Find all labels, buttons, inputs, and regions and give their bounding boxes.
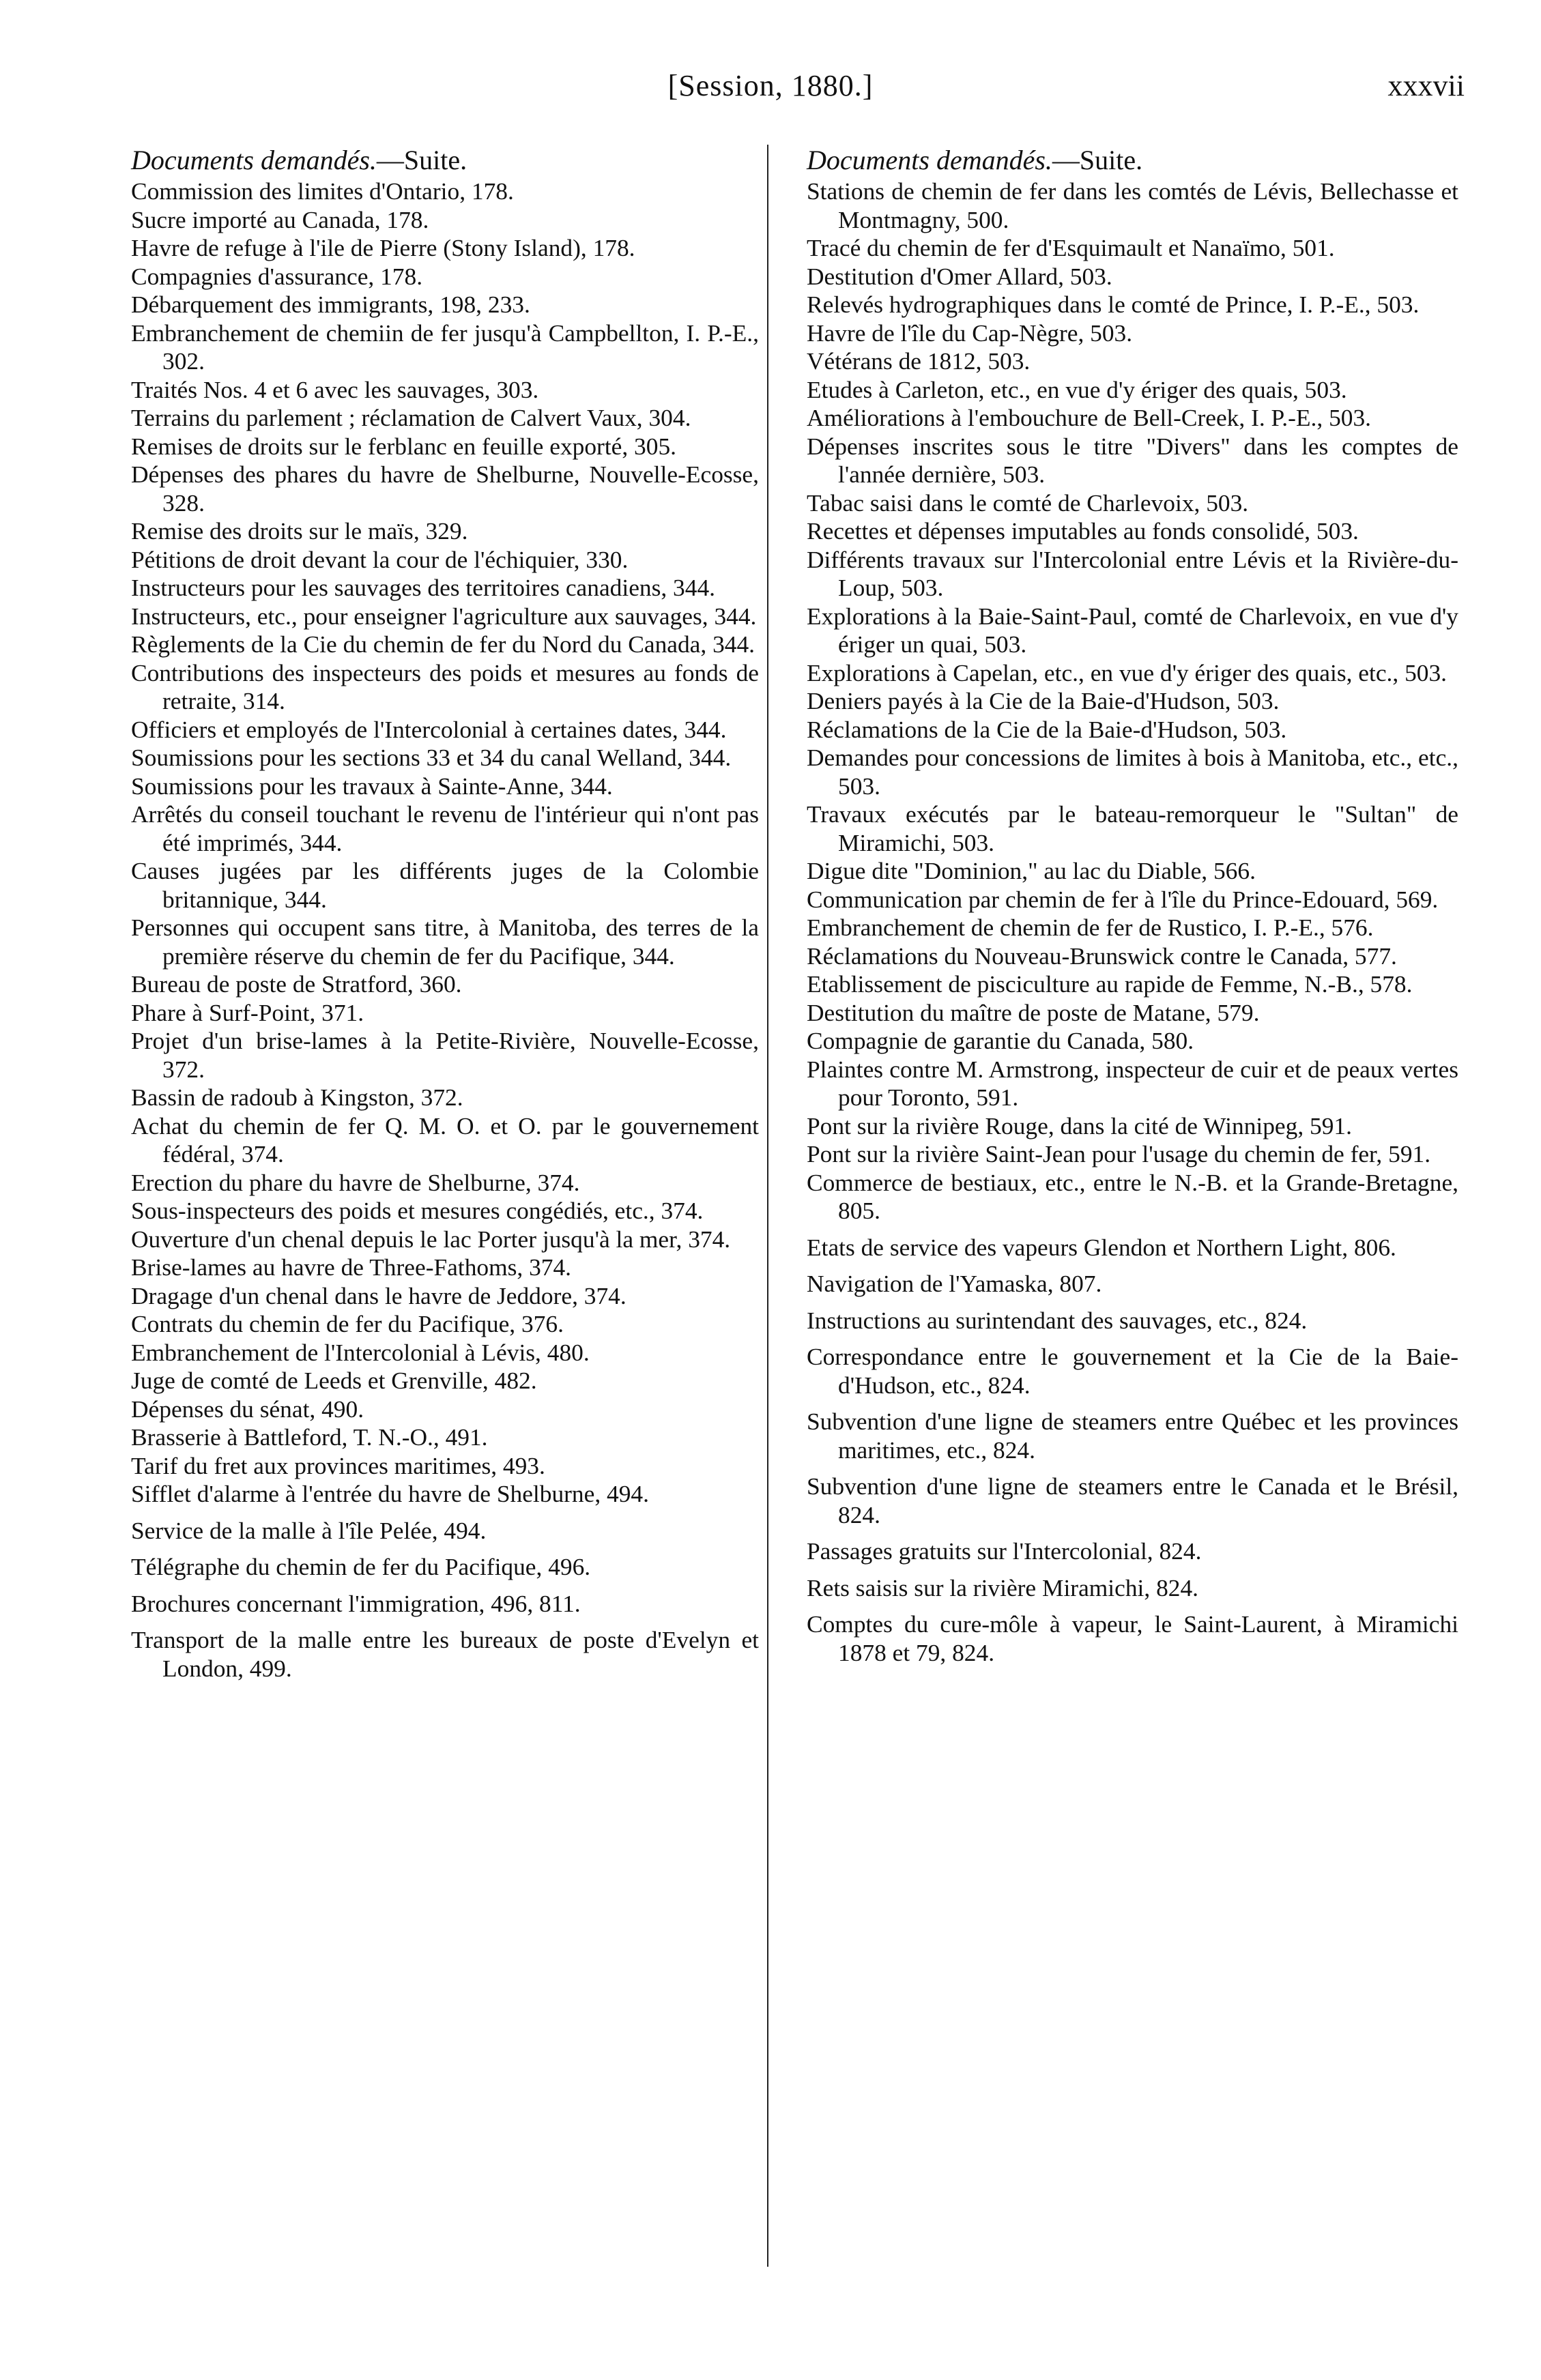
index-entry: Contributions des inspecteurs des poids et mesures au fonds de retraite, 314. bbox=[131, 658, 759, 714]
index-entry: Plaintes contre M. Armstrong, inspecteur de cuir et de peaux vertes pour Toronto, 591. bbox=[807, 1055, 1458, 1111]
index-entry: Brochures concernant l'immigration, 496, 811. bbox=[131, 1589, 581, 1617]
index-entry: Bassin de radoub à Kingston, 372. bbox=[131, 1084, 463, 1111]
index-entry: Réclamations de la Cie de la Baie-d'Hudson, 503. bbox=[807, 715, 1287, 743]
index-entry: Erection du phare du havre de Shelburne, 374. bbox=[131, 1168, 580, 1196]
index-entry: Tabac saisi dans le comté de Charlevoix, 503. bbox=[807, 489, 1249, 517]
right-column-title-text: Documents demandés. bbox=[807, 145, 1052, 175]
index-entry: Télégraphe du chemin de fer du Pacifique, 496. bbox=[131, 1553, 591, 1580]
index-entry: Pétitions de droit devant la cour de l'échiquier, 330. bbox=[131, 545, 629, 573]
index-entry: Tarif du fret aux provinces maritimes, 493. bbox=[131, 1451, 545, 1479]
index-entry: Transport de la malle entre les bureaux de poste d'Evelyn et London, 499. bbox=[131, 1626, 759, 1682]
index-entry: Digue dite "Dominion," au lac du Diable, 566. bbox=[807, 857, 1256, 884]
index-entry: Passages gratuits sur l'Intercolonial, 824. bbox=[807, 1537, 1202, 1565]
index-entry: Vétérans de 1812, 503. bbox=[807, 347, 1031, 375]
index-entry: Demandes pour concessions de limites à bois à Manitoba, etc., etc., 503. bbox=[807, 744, 1458, 800]
index-entry: Correspondance entre le gouvernement et la Cie de la Baie-d'Hudson, etc., 824. bbox=[807, 1343, 1458, 1399]
session-heading: [Session, 1880.] bbox=[667, 69, 874, 102]
index-entry: Compagnie de garantie du Canada, 580. bbox=[807, 1027, 1194, 1054]
index-entry: Dépenses des phares du havre de Shelburne, Nouvelle-Ecosse, 328. bbox=[131, 461, 759, 517]
index-entry: Deniers payés à la Cie de la Baie-d'Hudson, 503. bbox=[807, 687, 1280, 714]
index-entry: Arrêtés du conseil touchant le revenu de l'intérieur qui n'ont pas été imprimés, 344. bbox=[131, 800, 759, 856]
index-entry: Embranchement de l'Intercolonial à Lévis, 480. bbox=[131, 1338, 590, 1366]
index-entry: Compagnies d'assurance, 178. bbox=[131, 262, 423, 290]
index-entry: Relevés hydrographiques dans le comté de Prince, I. P.-E., 503. bbox=[807, 291, 1420, 318]
page-number: xxxvii bbox=[1387, 69, 1465, 102]
left-column bbox=[131, 145, 759, 1683]
index-entry: Dragage d'un chenal dans le havre de Jeddore, 374. bbox=[131, 1281, 627, 1309]
index-entry: Commission des limites d'Ontario, 178. bbox=[131, 177, 514, 205]
right-column bbox=[807, 145, 1458, 1667]
index-entry: Destitution du maître de poste de Matane, 579. bbox=[807, 998, 1260, 1026]
index-entry: Pont sur la rivière Rouge, dans la cité de Winnipeg, 591. bbox=[807, 1112, 1352, 1140]
index-entry: Comptes du cure-môle à vapeur, le Saint-Laurent, à Miramichi 1878 et 79, 824. bbox=[807, 1610, 1458, 1666]
index-entry: Contrats du chemin de fer du Pacifique, 376. bbox=[131, 1310, 564, 1337]
index-entry: Sifflet d'alarme à l'entrée du havre de Shelburne, 494. bbox=[131, 1480, 649, 1507]
index-entry: Règlements de la Cie du chemin de fer du Nord du Canada, 344. bbox=[131, 630, 755, 658]
index-entry: Réclamations du Nouveau-Brunswick contre le Canada, 577. bbox=[807, 942, 1397, 970]
index-entry: Soumissions pour les sections 33 et 34 du canal Welland, 344. bbox=[131, 744, 732, 771]
left-entry-list bbox=[131, 177, 759, 1683]
index-entry: Projet d'un brise-lames à la Petite-Rivière, Nouvelle-Ecosse, 372. bbox=[131, 1027, 759, 1083]
left-column-title bbox=[131, 145, 759, 176]
index-entry: Dépenses inscrites sous le titre "Divers" dans les comptes de l'année dernière, 503. bbox=[807, 432, 1458, 488]
index-entry: Différents travaux sur l'Intercolonial entre Lévis et la Rivière-du-Loup, 503. bbox=[807, 545, 1458, 601]
index-entry: Remise des droits sur le maïs, 329. bbox=[131, 517, 468, 545]
index-entry: Phare à Surf-Point, 371. bbox=[131, 998, 364, 1026]
index-entry: Instructions au surintendant des sauvages, etc., 824. bbox=[807, 1306, 1308, 1334]
index-entry: Explorations à la Baie-Saint-Paul, comté de Charlevoix, en vue d'y ériger un quai, 503. bbox=[807, 602, 1458, 658]
index-entry: Personnes qui occupent sans titre, à Manitoba, des terres de la première réserve du chemin de fer du Pacifique, 344. bbox=[131, 914, 759, 970]
index-entry: Remises de droits sur le ferblanc en feuille exporté, 305. bbox=[131, 432, 676, 460]
index-entry: Instructeurs pour les sauvages des territoires canadiens, 344. bbox=[131, 574, 715, 601]
index-entry: Recettes et dépenses imputables au fonds consolidé, 503. bbox=[807, 517, 1359, 545]
index-entry: Stations de chemin de fer dans les comtés de Lévis, Bellechasse et Montmagny, 500. bbox=[807, 177, 1458, 233]
index-entry: Embranchement de chemiin de fer jusqu'à Campbellton, I. P.-E., 302. bbox=[131, 319, 759, 375]
index-entry: Causes jugées par les différents juges de la Colombie britannique, 344. bbox=[131, 857, 759, 913]
left-column-title-text: Documents demandés. bbox=[131, 145, 377, 175]
index-entry: Etats de service des vapeurs Glendon et Northern Light, 806. bbox=[807, 1233, 1396, 1261]
index-entry: Rets saisis sur la rivière Miramichi, 824. bbox=[807, 1573, 1199, 1601]
index-entry: Service de la malle à l'île Pelée, 494. bbox=[131, 1516, 487, 1544]
index-entry: Ouverture d'un chenal depuis le lac Porter jusqu'à la mer, 374. bbox=[131, 1225, 731, 1253]
index-entry: Pont sur la rivière Saint-Jean pour l'usage du chemin de fer, 591. bbox=[807, 1140, 1431, 1167]
index-entry: Débarquement des immigrants, 198, 233. bbox=[131, 291, 530, 318]
index-entry: Navigation de l'Yamaska, 807. bbox=[807, 1270, 1102, 1297]
index-entry: Subvention d'une ligne de steamers entre le Canada et le Brésil, 824. bbox=[807, 1472, 1458, 1528]
right-column-title bbox=[807, 145, 1458, 176]
index-entry: Terrains du parlement ; réclamation de Calvert Vaux, 304. bbox=[131, 404, 691, 431]
index-entry: Explorations à Capelan, etc., en vue d'y ériger des quais, etc., 503. bbox=[807, 658, 1448, 686]
index-entry: Havre de refuge à l'ile de Pierre (Stony Island), 178. bbox=[131, 234, 635, 261]
column-divider bbox=[767, 145, 768, 2267]
index-entry: Instructeurs, etc., pour enseigner l'agriculture aux sauvages, 344. bbox=[131, 602, 757, 630]
index-entry: Commerce de bestiaux, etc., entre le N.-B. et la Grande-Bretagne, 805. bbox=[807, 1168, 1458, 1224]
page-header bbox=[0, 63, 1541, 117]
index-entry: Officiers et employés de l'Intercolonial à certaines dates, 344. bbox=[131, 715, 727, 743]
index-entry: Embranchement de chemin de fer de Rustico, I. P.-E., 576. bbox=[807, 914, 1374, 941]
index-entry: Sous-inspecteurs des poids et mesures congédiés, etc., 374. bbox=[131, 1197, 704, 1224]
index-entry: Travaux exécutés par le bateau-remorqueur le "Sultan" de Miramichi, 503. bbox=[807, 800, 1458, 856]
index-entry: Bureau de poste de Stratford, 360. bbox=[131, 970, 462, 998]
index-entry: Sucre importé au Canada, 178. bbox=[131, 205, 429, 233]
index-entry: Achat du chemin de fer Q. M. O. et O. par le gouvernement fédéral, 374. bbox=[131, 1112, 759, 1167]
index-entry: Traités Nos. 4 et 6 avec les sauvages, 303. bbox=[131, 375, 539, 403]
index-entry: Destitution d'Omer Allard, 503. bbox=[807, 262, 1112, 290]
index-entry: Etudes à Carleton, etc., en vue d'y ériger des quais, 503. bbox=[807, 375, 1347, 403]
index-entry: Etablissement de pisciculture au rapide de Femme, N.-B., 578. bbox=[807, 970, 1413, 998]
index-entry: Brise-lames au havre de Three-Fathoms, 374. bbox=[131, 1253, 572, 1281]
index-entry: Brasserie à Battleford, T. N.-O., 491. bbox=[131, 1423, 488, 1451]
index-entry: Améliorations à l'embouchure de Bell-Creek, I. P.-E., 503. bbox=[807, 404, 1372, 431]
right-entry-list bbox=[807, 177, 1458, 1667]
index-entry: Communication par chemin de fer à l'île du Prince-Edouard, 569. bbox=[807, 885, 1439, 913]
index-entry: Soumissions pour les travaux à Sainte-Anne, 344. bbox=[131, 772, 613, 800]
index-entry: Juge de comté de Leeds et Grenville, 482. bbox=[131, 1367, 537, 1394]
left-column-title-suffix: —Suite. bbox=[376, 145, 467, 175]
index-entry: Dépenses du sénat, 490. bbox=[131, 1395, 364, 1423]
right-column-title-suffix: —Suite. bbox=[1052, 145, 1143, 175]
index-entry: Subvention d'une ligne de steamers entre Québec et les provinces maritimes, etc., 824. bbox=[807, 1408, 1458, 1464]
index-entry: Tracé du chemin de fer d'Esquimault et Nanaïmo, 501. bbox=[807, 234, 1335, 261]
index-entry: Havre de l'île du Cap-Nègre, 503. bbox=[807, 319, 1133, 347]
